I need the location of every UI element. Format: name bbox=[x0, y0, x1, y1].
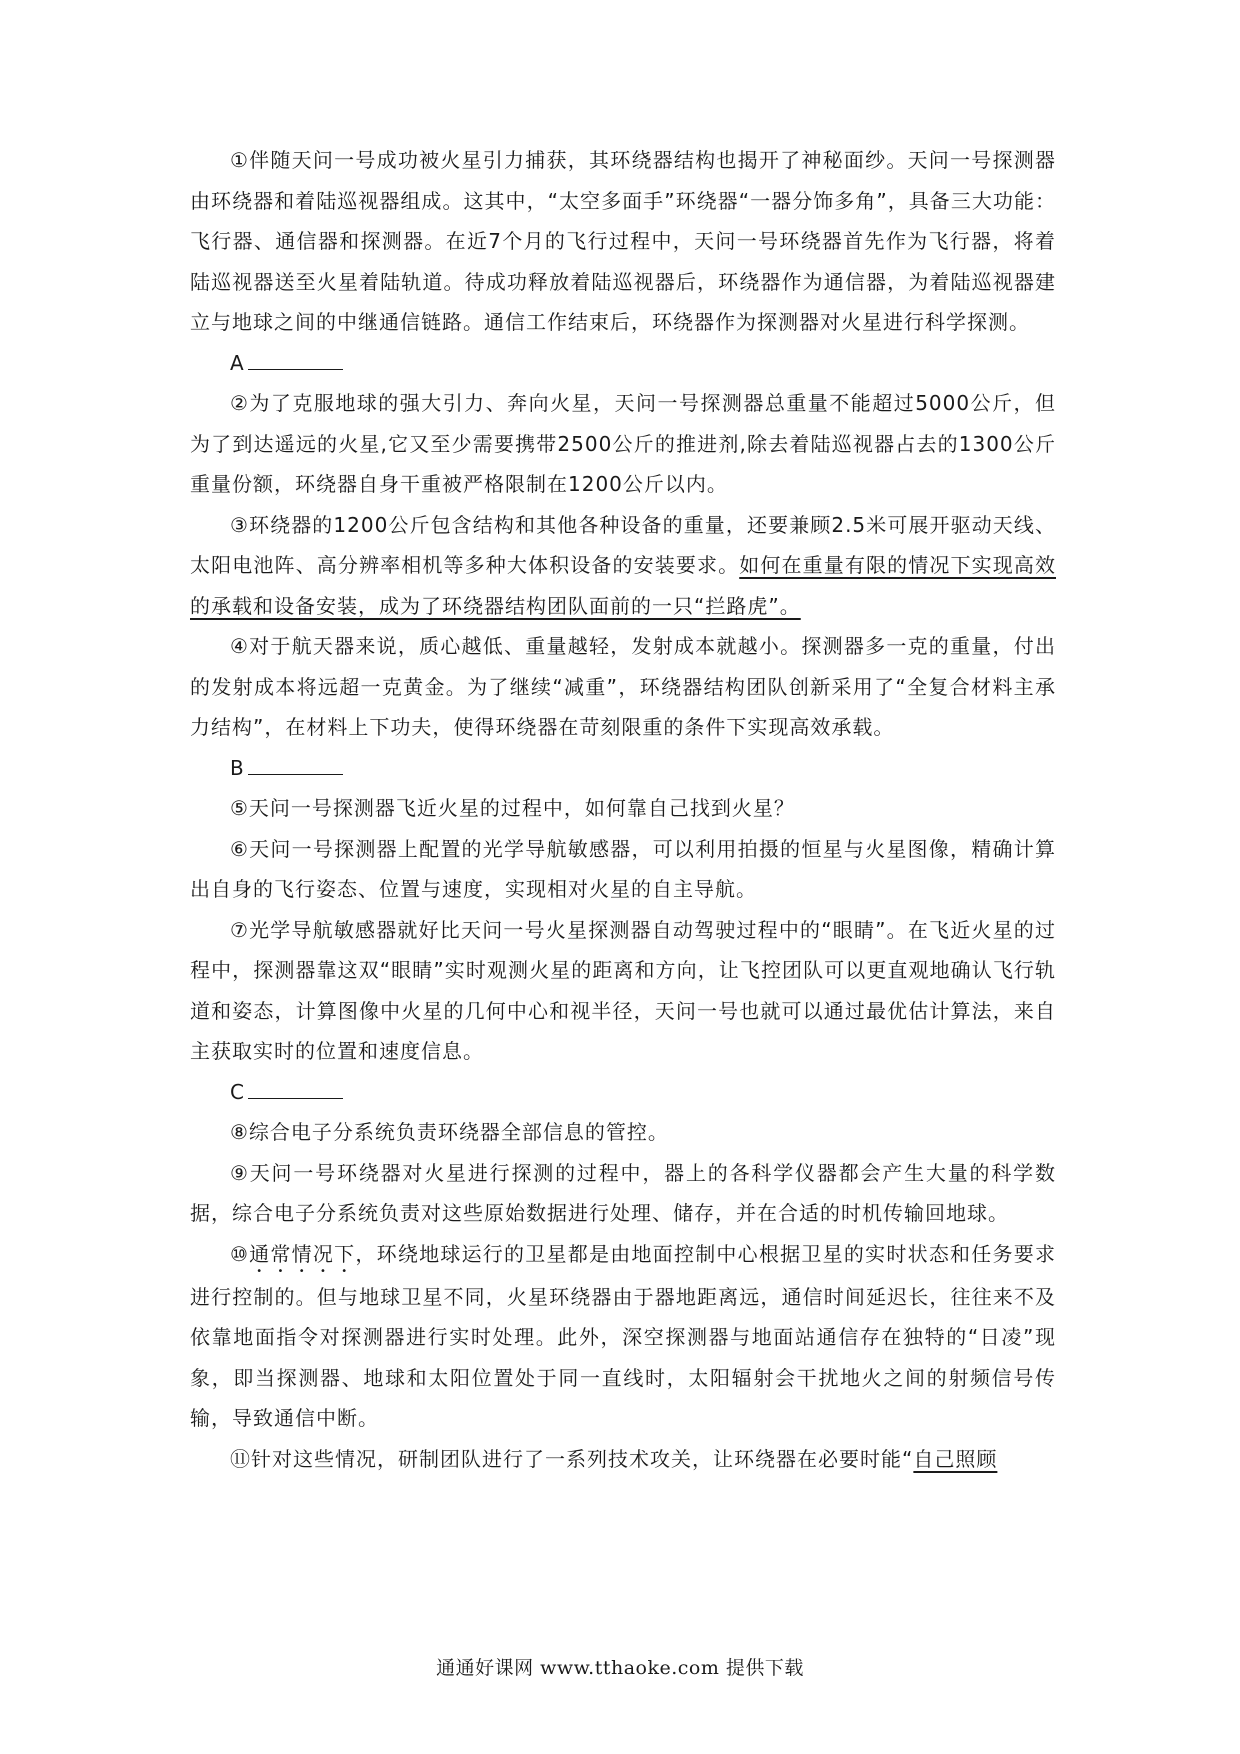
blank-a bbox=[190, 343, 1056, 384]
paragraph-9: ⑨天问一号环绕器对火星进行探测的过程中，器上的各科学仪器都会产生大量的科学数据，综合电子分系统负责对这些原始数据进行处理、储存，并在合适的时机传输回地球。 bbox=[190, 1160, 1056, 1225]
paragraph-2: ②为了克服地球的强大引力、奔向火星，天问一号探测器总重量不能超过5000公斤，但为了到达遥远的火星,它又至少需要携带2500公斤的推进剂,除去着陆巡视器占去的1300公斤重量份额，环绕器自身干重被严格限制在1200公斤以内。 bbox=[190, 391, 1056, 496]
paragraph-11-underlined-phrase: 自己照顾 bbox=[913, 1446, 998, 1471]
blank-c-line bbox=[248, 1097, 343, 1099]
paragraph-3-underlined-sentence: 如何在重量有限的情况下实现高效的承载和设备安装，成为了环绕器结构团队面前的一只“拦路虎”。 bbox=[190, 553, 1056, 618]
blank-a-label: A bbox=[230, 350, 244, 375]
paragraph-11-text: ⑪针对这些情况，研制团队进行了一系列技术攻关，让环绕器在必要时能“ bbox=[230, 1446, 914, 1471]
paragraph-7: ⑦光学导航敏感器就好比天问一号火星探测器自动驾驶过程中的“眼睛”。在飞近火星的过程中，探测器靠这双“眼睛”实时观测火星的距离和方向，让飞控团队可以更直观地确认飞行轨道和姿态，计算图像中火星的几何中心和视半径，天问一号也就可以通过最优估计算法，来自主获取实时的位置和速度信息。 bbox=[190, 917, 1056, 1063]
paragraph-10-number: ⑩ bbox=[230, 1241, 250, 1266]
document-body bbox=[190, 140, 1056, 1479]
blank-c-label: C bbox=[230, 1079, 244, 1104]
paragraph-3-text: ③环绕器的1200公斤包含结构和其他各种设备的重量，还要兼顾2.5米可展开驱动天线、太阳电池阵、高分辨率相机等多种大体积设备的安装要求。 bbox=[190, 512, 1056, 577]
blank-c bbox=[190, 1072, 1056, 1113]
blank-b-line bbox=[248, 773, 343, 775]
blank-a-line bbox=[248, 368, 343, 370]
paragraph-5: ⑤天问一号探测器飞近火星的过程中，如何靠自己找到火星？ bbox=[230, 796, 795, 820]
paragraph-10 bbox=[190, 1234, 1056, 1439]
paragraph-10-dotted-phrase: 通常情况下 bbox=[249, 1241, 356, 1266]
blank-b bbox=[190, 748, 1056, 789]
paragraph-1: ①伴随天问一号成功被火星引力捕获，其环绕器结构也揭开了神秘面纱。天问一号探测器由环绕器和着陆巡视器组成。这其中，“太空多面手”环绕器“一器分饰多角”，具备三大功能：飞行器、通信器和探测器。在近7个月的飞行过程中，天问一号环绕器首先作为飞行器，将着陆巡视器送至火星着陆轨道。待成功释放着陆巡视器后，环绕器作为通信器，为着陆巡视器建立与地球之间的中继通信链路。通信工作结束后，环绕器作为探测器对火星进行科学探测。 bbox=[190, 148, 1056, 334]
paragraph-11 bbox=[190, 1439, 1056, 1480]
paragraph-8: ⑧综合电子分系统负责环绕器全部信息的管控。 bbox=[230, 1120, 669, 1144]
blank-b-label: B bbox=[230, 755, 244, 780]
paragraph-3 bbox=[190, 505, 1056, 627]
page-footer: 通通好课网 www.tthaoke.com 提供下载 bbox=[436, 1657, 804, 1679]
paragraph-6: ⑥天问一号探测器上配置的光学导航敏感器，可以利用拍摄的恒星与火星图像，精确计算出自身的飞行姿态、位置与速度，实现相对火星的自主导航。 bbox=[190, 836, 1056, 901]
paragraph-10-text: ，环绕地球运行的卫星都是由地面控制中心根据卫星的实时状态和任务要求进行控制的。但与地球卫星不同，火星环绕器由于器地距离远，通信时间延迟长，往往来不及依靠地面指令对探测器进行实时处理。此外，深空探测器与地面站通信存在独特的“日凌”现象，即当探测器、地球和太阳位置处于同一直线时，太阳辐射会干扰地火之间的射频信号传输，导致通信中断。 bbox=[190, 1241, 1057, 1430]
paragraph-4: ④对于航天器来说，质心越低、重量越轻，发射成本就越小。探测器多一克的重量，付出的发射成本将远超一克黄金。为了继续“减重”，环绕器结构团队创新采用了“全复合材料主承力结构”，在材料上下功夫，使得环绕器在苛刻限重的条件下实现高效承载。 bbox=[190, 634, 1056, 739]
